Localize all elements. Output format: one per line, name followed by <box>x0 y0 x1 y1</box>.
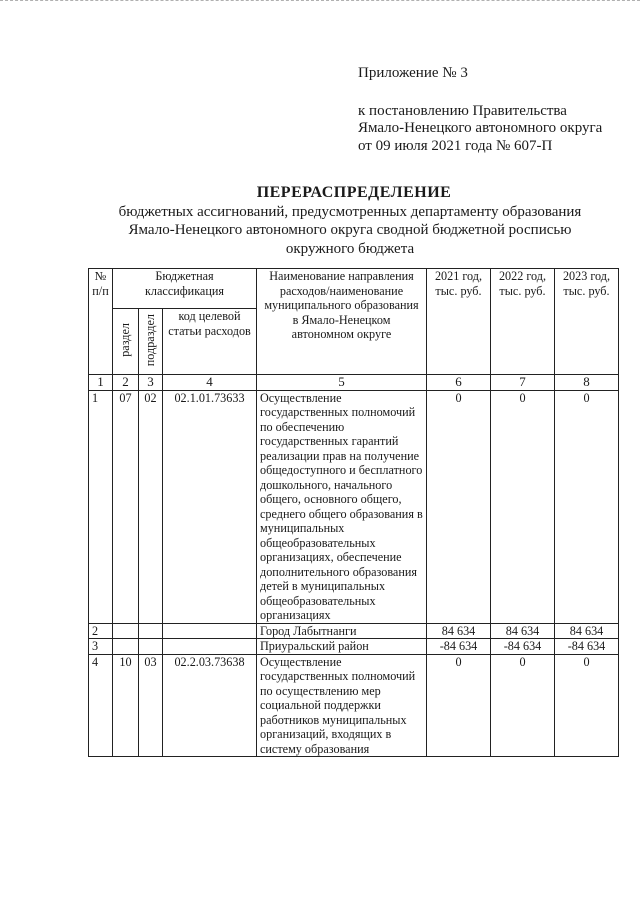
column-number-row <box>89 375 619 391</box>
table-row <box>89 390 619 623</box>
row-2021: 0 <box>427 654 491 757</box>
row-razdel <box>113 639 139 655</box>
row-code <box>163 623 257 639</box>
table-row <box>89 623 619 639</box>
row-num: 2 <box>89 623 113 639</box>
row-2023: -84 634 <box>555 639 619 655</box>
row-name: Осуществление государственных полномочий по обеспечению государственных гарантий реализации прав на получение общедоступного и бесплатного дошкольного, начального общего, основного общего, среднего общего образования в муниципальных общеобразовательных организациях, обеспечение дополнительного образования детей в муниципальных общеобразовательных организациях <box>257 390 427 623</box>
row-2022: 0 <box>491 390 555 623</box>
row-2023: 84 634 <box>555 623 619 639</box>
header-2022: 2022 год, тыс. руб. <box>491 269 555 375</box>
row-razdel: 10 <box>113 654 139 757</box>
colnum-8: 8 <box>555 375 619 391</box>
colnum-4: 4 <box>163 375 257 391</box>
row-2023: 0 <box>555 390 619 623</box>
page-top-edge <box>0 0 640 1</box>
row-name: Город Лабытнанги <box>257 623 427 639</box>
row-num: 1 <box>89 390 113 623</box>
row-num: 4 <box>89 654 113 757</box>
header-podrazdel: подраздел <box>139 309 163 375</box>
row-razdel <box>113 623 139 639</box>
row-podrazdel <box>139 623 163 639</box>
row-2022: -84 634 <box>491 639 555 655</box>
appendix-number: Приложение № 3 <box>358 65 468 81</box>
document-subtitle-1: бюджетных ассигнований, предусмотренных департаменту образования <box>118 204 582 220</box>
colnum-6: 6 <box>427 375 491 391</box>
colnum-2: 2 <box>113 375 139 391</box>
appendix-region-line: Ямало-Ненецкого автономного округа <box>358 120 603 136</box>
row-2022: 84 634 <box>491 623 555 639</box>
row-name: Приуральский район <box>257 639 427 655</box>
appendix-date-line: от 09 июля 2021 года № 607-П <box>358 138 553 154</box>
document-subtitle-3: окружного бюджета <box>285 241 415 257</box>
appendix-decree-line: к постановлению Правительства <box>358 103 567 119</box>
row-code <box>163 639 257 655</box>
colnum-7: 7 <box>491 375 555 391</box>
document-subtitle-2: Ямало-Ненецкого автономного округа сводной бюджетной росписью <box>128 222 572 238</box>
header-razdel: раздел <box>113 309 139 375</box>
header-2021: 2021 год, тыс. руб. <box>427 269 491 375</box>
header-row-1 <box>89 269 619 309</box>
row-razdel: 07 <box>113 390 139 623</box>
header-name: Наименование направления расходов/наименование муниципального образования в Ямало-Ненецком автономном округе <box>257 269 427 375</box>
document-title: ПЕРЕРАСПРЕДЕЛЕНИЕ <box>256 184 452 201</box>
row-2021: 0 <box>427 390 491 623</box>
row-2023: 0 <box>555 654 619 757</box>
row-code: 02.2.03.73638 <box>163 654 257 757</box>
row-2021: -84 634 <box>427 639 491 655</box>
row-2021: 84 634 <box>427 623 491 639</box>
header-classification: Бюджетная классификация <box>113 269 257 309</box>
header-code: код целевой статьи расходов <box>163 309 257 375</box>
row-num: 3 <box>89 639 113 655</box>
table-row <box>89 654 619 757</box>
table-row <box>89 639 619 655</box>
row-code: 02.1.01.73633 <box>163 390 257 623</box>
row-2022: 0 <box>491 654 555 757</box>
row-podrazdel <box>139 639 163 655</box>
row-name: Осуществление государственных полномочий по осуществлению мер социальной поддержки работников муниципальных организаций, входящих в систему образования <box>257 654 427 757</box>
row-podrazdel: 03 <box>139 654 163 757</box>
header-2023: 2023 год, тыс. руб. <box>555 269 619 375</box>
budget-table <box>88 268 619 757</box>
row-podrazdel: 02 <box>139 390 163 623</box>
header-num: № п/п <box>89 269 113 375</box>
colnum-3: 3 <box>139 375 163 391</box>
colnum-1: 1 <box>89 375 113 391</box>
colnum-5: 5 <box>257 375 427 391</box>
